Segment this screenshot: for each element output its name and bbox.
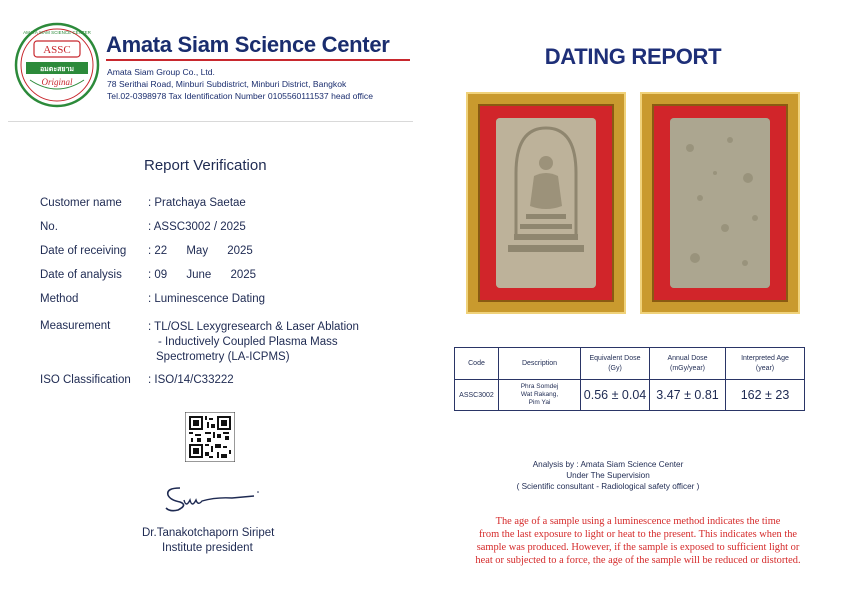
value-measurement (148, 320, 359, 365)
org-name: Amata Siam Science Center (106, 32, 390, 57)
cell-description: Phra Somdej Wat Rakang, Pim Yai (499, 380, 581, 411)
label-method: Method (40, 293, 79, 305)
cell-annual-dose: 3.47 ± 0.81 (650, 380, 726, 411)
analysis-line-3: ( Scientific consultant - Radiological safety officer ) (516, 482, 700, 491)
amulet-front-photo (466, 92, 626, 314)
label-iso: ISO Classification (40, 374, 131, 386)
amulet-back-photo (640, 92, 800, 314)
verification-title: Report Verification (144, 157, 267, 174)
value-customer-name: : Pratchaya Saetae (148, 197, 246, 209)
signer-title: Institute president (162, 542, 253, 554)
value-iso: : ISO/14/C33222 (148, 374, 234, 386)
cell-code: ASSC3002 (455, 380, 499, 411)
table-header-row (455, 348, 805, 380)
analysis-line-1: Analysis by : Amata Siam Science Center (532, 460, 684, 469)
label-date-receiving: Date of receiving (40, 245, 127, 257)
value-method: : Luminescence Dating (148, 293, 265, 305)
cell-equivalent-dose: 0.56 ± 0.04 (581, 380, 650, 411)
table-row (455, 380, 805, 411)
logo-text: ASSC (43, 44, 71, 56)
org-address: 78 Serithai Road, Minburi Subdistrict, Minburi District, Bangkok (107, 79, 347, 89)
col-header-annual-dose: Annual Dose (mGy/year) (650, 348, 726, 380)
dating-results-table (454, 347, 805, 411)
cell-interpreted-age: 162 ± 23 (726, 380, 805, 411)
measurement-line-3: Spectrometry (LA-ICPMS) (156, 351, 290, 363)
col-header-equivalent-dose: Equivalent Dose (Gy) (581, 348, 650, 380)
signer-name: Dr.Tanakotchaporn Siripet (142, 527, 275, 539)
analysis-line-2: Under The Supervision (566, 471, 650, 480)
report-title: DATING REPORT (544, 44, 722, 69)
label-report-no: No. (40, 221, 58, 233)
amulet-back-image (670, 118, 770, 288)
disclaimer (448, 515, 828, 567)
label-date-analysis: Date of analysis (40, 269, 122, 281)
col-header-description: Description (499, 348, 581, 380)
qr-code[interactable] (185, 412, 235, 462)
measurement-line-2: - Inductively Coupled Plasma Mass (158, 336, 338, 348)
logo-ring-text: AMATA SIAM SCIENCE CENTER (23, 30, 91, 35)
org-group: Amata Siam Group Co., Ltd. (107, 67, 215, 77)
svg-text:อมตะสยาม: อมตะสยาม (39, 66, 75, 73)
col-header-interpreted-age: Interpreted Age (year) (726, 348, 805, 380)
col-header-code: Code (455, 348, 499, 380)
value-date-receiving: : 22 May 2025 (148, 245, 253, 257)
logo-word: Original (41, 77, 73, 87)
disclaimer-line-4: heat or subjected to a force, the age of the sample will be reduced or distorted. (475, 555, 801, 566)
disclaimer-line-1: The age of a sample using a luminescence method indicates the time (495, 516, 781, 527)
disclaimer-line-2: from the last exposure to light or heat to the present. This indicates when the (478, 529, 798, 540)
label-customer-name: Customer name (40, 197, 122, 209)
value-report-no: : ASSC3002 / 2025 (148, 221, 246, 233)
analysis-info (0, 459, 842, 492)
label-measurement: Measurement (40, 320, 111, 332)
header-divider (8, 121, 413, 122)
org-contact: Tel.02-0398978 Tax Identification Number 0105560111537 head office (107, 91, 373, 101)
value-date-analysis: : 09 June 2025 (148, 269, 257, 281)
measurement-line-1: : TL/OSL Lexygresearch & Laser Ablation (148, 321, 359, 333)
amulet-front-image (496, 118, 596, 288)
disclaimer-line-3: sample was produced. However, if the sample is exposed to sufficient light or (476, 542, 800, 553)
